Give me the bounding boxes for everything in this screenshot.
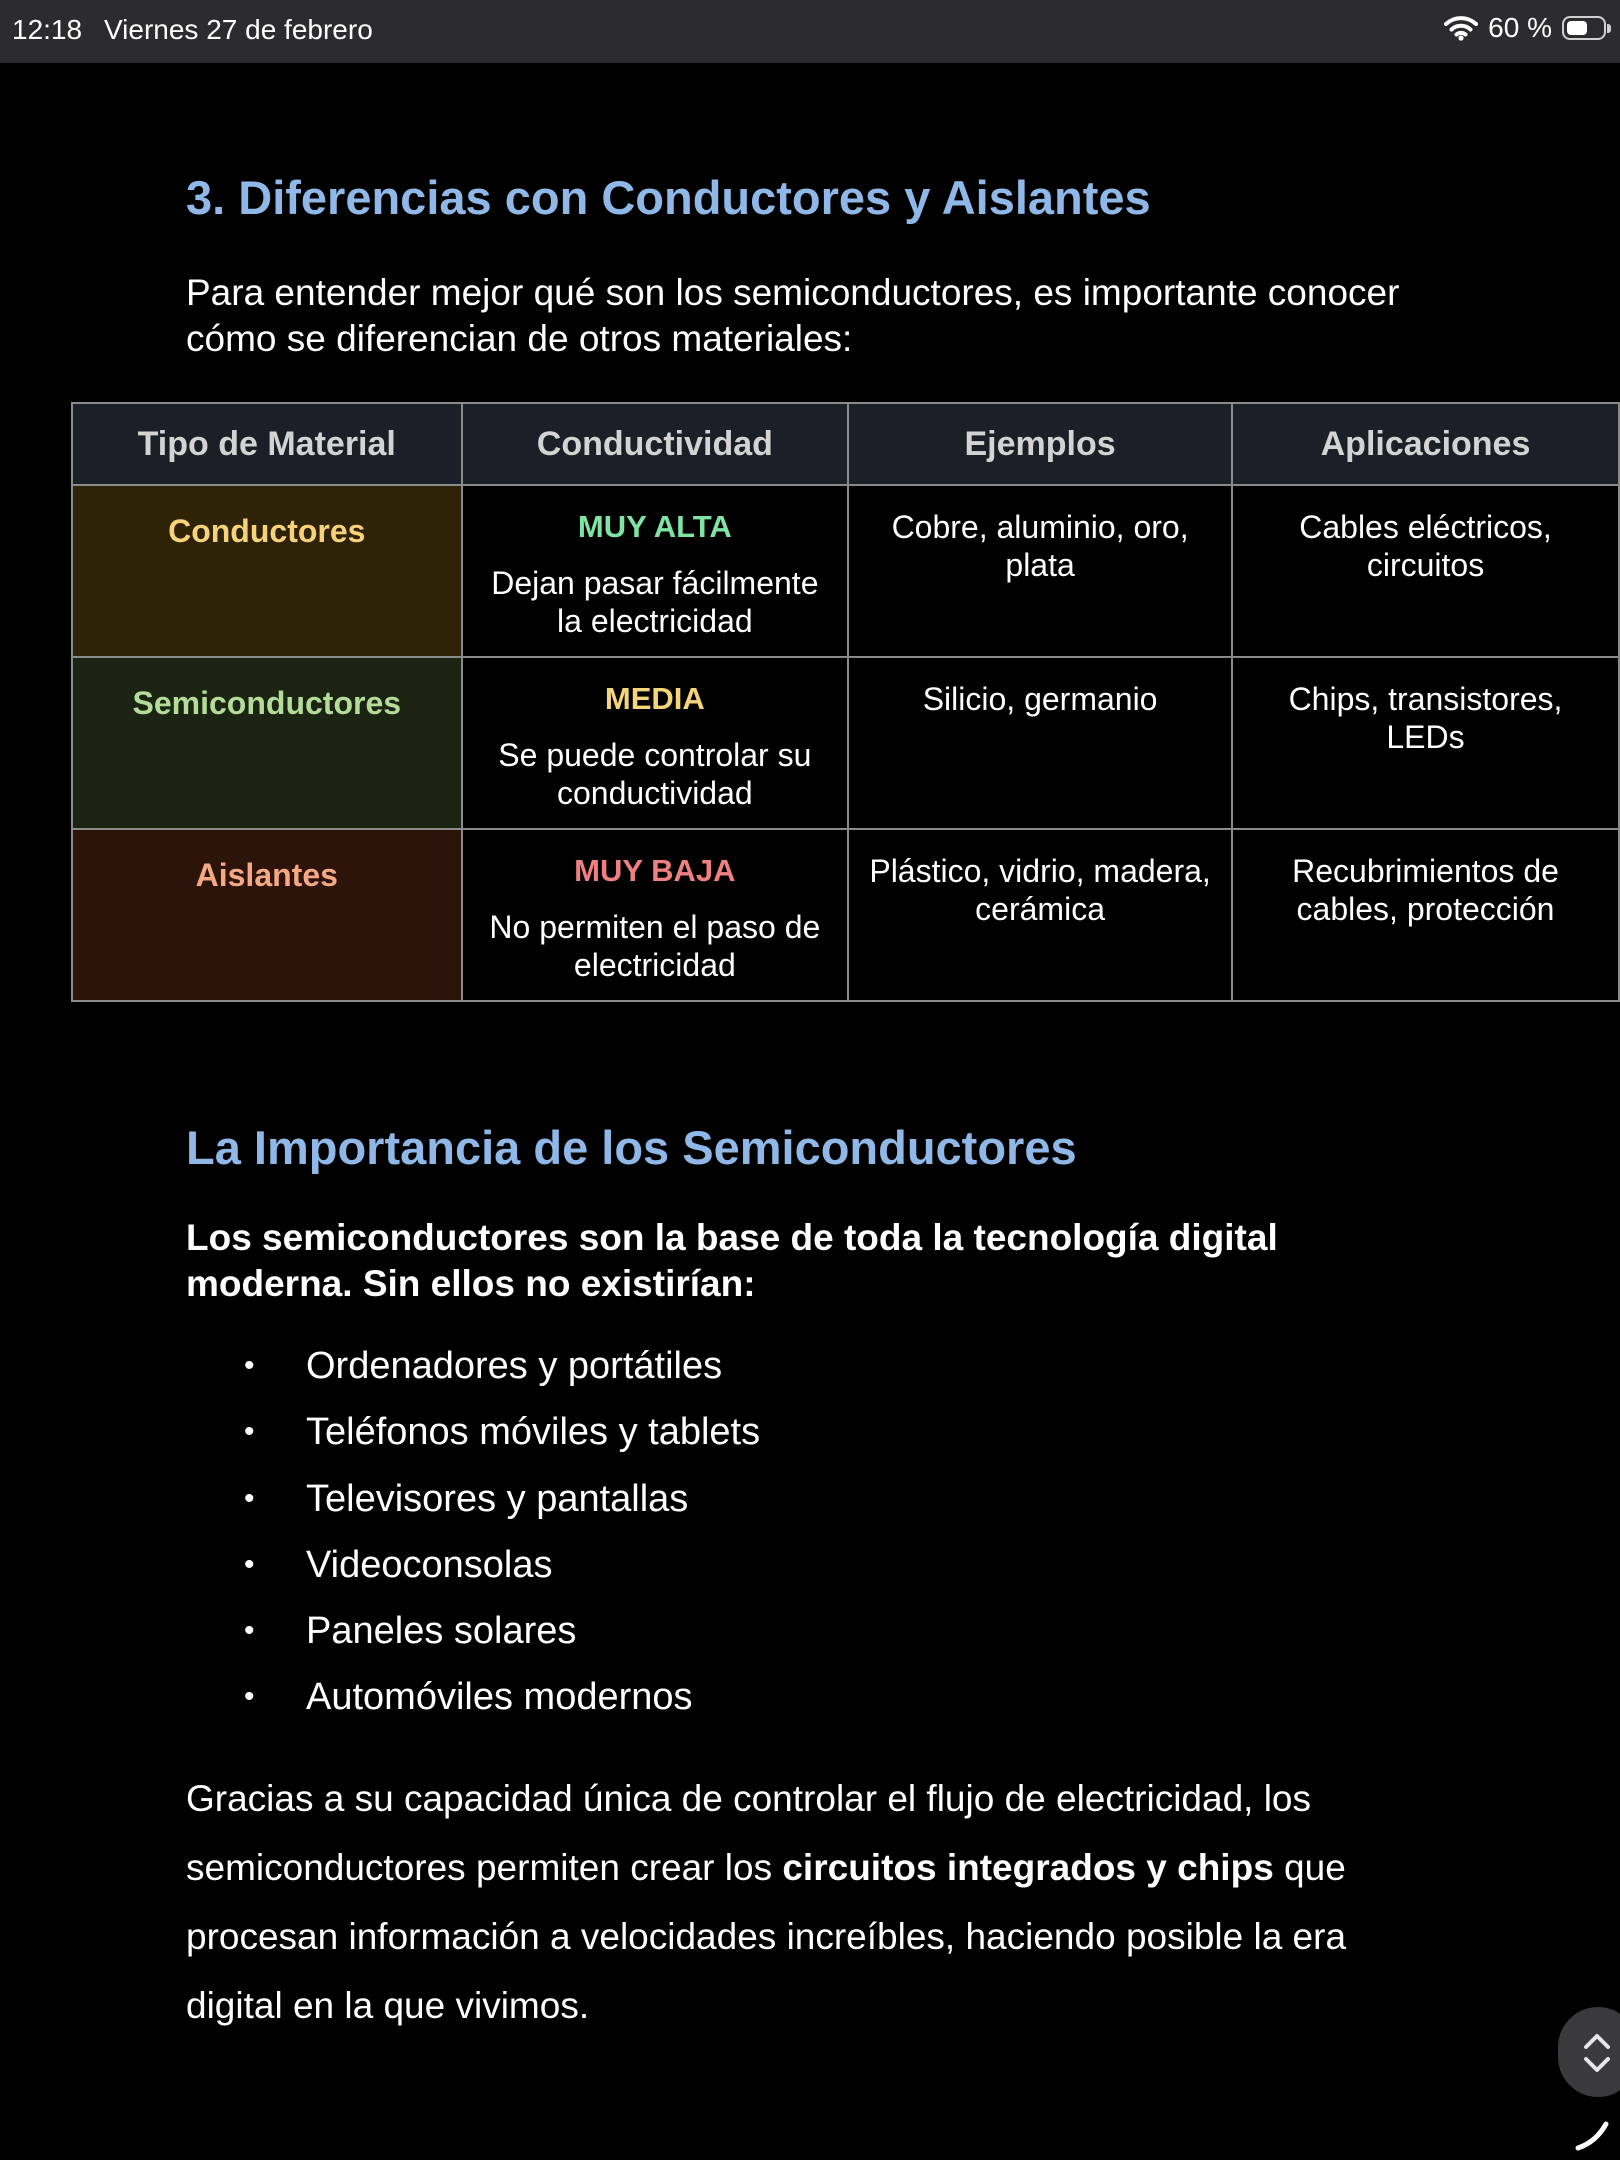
- conductivity-description: No permiten el paso de electricidad: [489, 909, 821, 983]
- examples-cell: Silicio, germanio: [848, 657, 1232, 829]
- applications-cell: Recubrimientos de cables, protección: [1232, 829, 1619, 1001]
- list-item-text: Teléfonos móviles y tablets: [306, 1411, 761, 1454]
- list-item-text: Videoconsolas: [306, 1543, 553, 1586]
- section-title-diferencias: 3. Diferencias con Conductores y Aislantes: [186, 171, 1151, 224]
- bullet-icon: •: [244, 1349, 255, 1382]
- status-bar: [0, 0, 1620, 63]
- comparison-table: [71, 402, 1620, 1002]
- applications-cell: Cables eléctricos, circuitos: [1232, 485, 1619, 657]
- conductivity-cell: [462, 829, 849, 1001]
- table-row: [72, 829, 1619, 1001]
- resize-corner-icon[interactable]: [1572, 2112, 1612, 2157]
- closing-text-end: que procesan información a velocidades increíbles, haciendo posible la era digital en la que vivimos.: [186, 1847, 1347, 2026]
- conductivity-description: Se puede controlar su conductividad: [498, 737, 812, 811]
- list-item-text: Paneles solares: [306, 1610, 577, 1653]
- table-header-row: [72, 403, 1619, 485]
- bullet-icon: •: [244, 1614, 255, 1648]
- closing-text-start: Gracias a su capacidad única de controlar el flujo de electricidad, los semiconductores permiten crear los: [186, 1778, 1312, 1888]
- table-row: [72, 657, 1619, 829]
- header-conductividad: Conductividad: [462, 403, 849, 485]
- wifi-icon: [1444, 15, 1478, 41]
- material-cell: Semiconductores: [72, 657, 462, 829]
- conductivity-cell: [462, 485, 849, 657]
- bullet-icon: •: [244, 1481, 255, 1515]
- list-item-text: Automóviles modernos: [306, 1676, 693, 1719]
- status-time: 12:18: [12, 14, 83, 45]
- conductivity-level: MUY BAJA: [574, 853, 736, 888]
- conductivity-level: MEDIA: [604, 681, 705, 716]
- battery-percent: 60 %: [1488, 12, 1552, 43]
- examples-cell: Cobre, aluminio, oro, plata: [848, 485, 1232, 657]
- conductivity-description: Dejan pasar fácilmente la electricidad: [491, 565, 819, 639]
- status-date: Viernes 27 de febrero: [104, 14, 373, 45]
- conductivity-cell: [462, 657, 849, 829]
- list-item-text: Ordenadores y portátiles: [306, 1345, 723, 1387]
- applications-cell: Chips, transistores, LEDs: [1232, 657, 1619, 829]
- battery-icon: [1562, 16, 1606, 40]
- material-cell: Conductores: [72, 485, 462, 657]
- scroll-up-down-icon: [1580, 2027, 1614, 2079]
- closing-paragraph: [186, 1764, 1446, 2040]
- header-tipo: Tipo de Material: [72, 403, 462, 485]
- list-item-text: Televisores y pantallas: [306, 1477, 689, 1520]
- scroll-up-down-button[interactable]: [1558, 2007, 1620, 2097]
- status-right: [1444, 12, 1606, 44]
- conductivity-level: MUY ALTA: [577, 509, 732, 544]
- bullet-icon: •: [244, 1415, 255, 1449]
- closing-text-bold: circuitos integrados y chips: [782, 1847, 1274, 1888]
- material-cell: Aislantes: [72, 829, 462, 1001]
- header-aplicaciones: Aplicaciones: [1232, 403, 1619, 485]
- section-title-importancia: La Importancia de los Semiconductores: [186, 1121, 1077, 1174]
- table-row: [72, 485, 1619, 657]
- bullet-icon: •: [244, 1547, 255, 1581]
- examples-cell: Plástico, vidrio, madera, cerámica: [848, 829, 1232, 1001]
- section-intro: Para entender mejor qué son los semiconductores, es importante conocer cómo se diferencian de otros materiales:: [186, 272, 1400, 359]
- header-ejemplos: Ejemplos: [848, 403, 1232, 485]
- bullet-icon: •: [244, 1680, 255, 1714]
- importance-lead: Los semiconductores son la base de toda la tecnología digital moderna. Sin ellos no existirían:: [186, 1217, 1278, 1304]
